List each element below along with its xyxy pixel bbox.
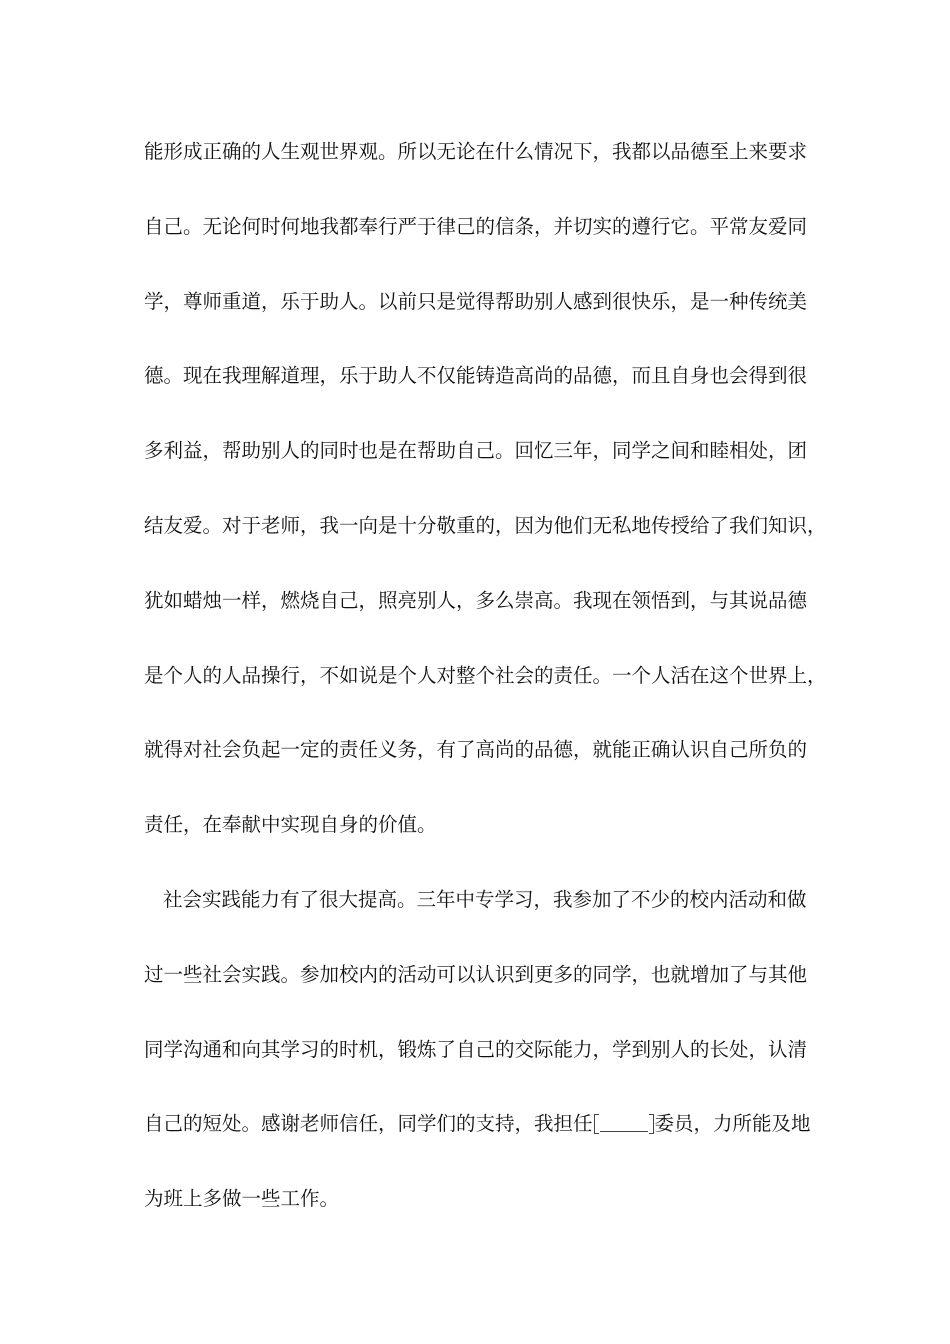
paragraph-1-line-5: 多利益，帮助别人的同时也是在帮助自己。回忆三年，同学之间和睦相处，团 <box>144 439 808 463</box>
paragraph-1-line-2: 自己。无论何时何地我都奉行严于律己的信条，并切实的遵行它。平常友爱同 <box>144 214 808 238</box>
fill-in-blank <box>594 1114 654 1132</box>
paragraph-2-line-4 <box>144 1104 814 1179</box>
paragraph-1-line-4: 德。现在我理解道理，乐于助人不仅能铸造高尚的品德，而且自身也会得到很 <box>144 364 808 388</box>
paragraph-2-line-1: 社会实践能力有了很大提高。三年中专学习，我参加了不少的校内活动和做 <box>163 887 807 911</box>
paragraph-1-line-10: 责任，在奉献中实现自身的价值。 <box>144 813 437 837</box>
paragraph-1-line-3: 学，尊师重道，乐于助人。以前只是觉得帮助别人感到很快乐，是一种传统美 <box>144 289 808 313</box>
text-after-blank: 委员，力所能及地 <box>654 1112 811 1136</box>
paragraph-1-line-1: 能形成正确的人生观世界观。所以无论在什么情况下，我都以品德至上来要求 <box>144 140 808 163</box>
paragraph-1-line-9: 就得对社会负起一定的责任义务，有了高尚的品德，就能正确认识自己所负的 <box>144 738 808 762</box>
paragraph-2-line-3: 同学沟通和向其学习的时机，锻炼了自己的交际能力，学到别人的长处，认清 <box>144 1037 808 1061</box>
text-before-blank: 自己的短处。感谢老师信任，同学们的支持，我担任 <box>144 1112 593 1136</box>
paragraph-1-line-8: 是个人的人品操行，不如说是个人对整个社会的责任。一个人活在这个世界上， <box>144 663 827 687</box>
paragraph-2-line-2: 过一些社会实践。参加校内的活动可以认识到更多的同学，也就增加了与其他 <box>144 962 808 986</box>
paragraph-2-line-5: 为班上多做一些工作。 <box>144 1187 340 1211</box>
paragraph-1-line-7: 犹如蜡烛一样，燃烧自己，照亮别人，多么崇高。我现在领悟到，与其说品德 <box>144 588 808 612</box>
paragraph-1-line-6: 结友爱。对于老师，我一向是十分敬重的，因为他们无私地传授给了我们知识， <box>144 513 827 537</box>
document-body <box>144 132 827 1254</box>
